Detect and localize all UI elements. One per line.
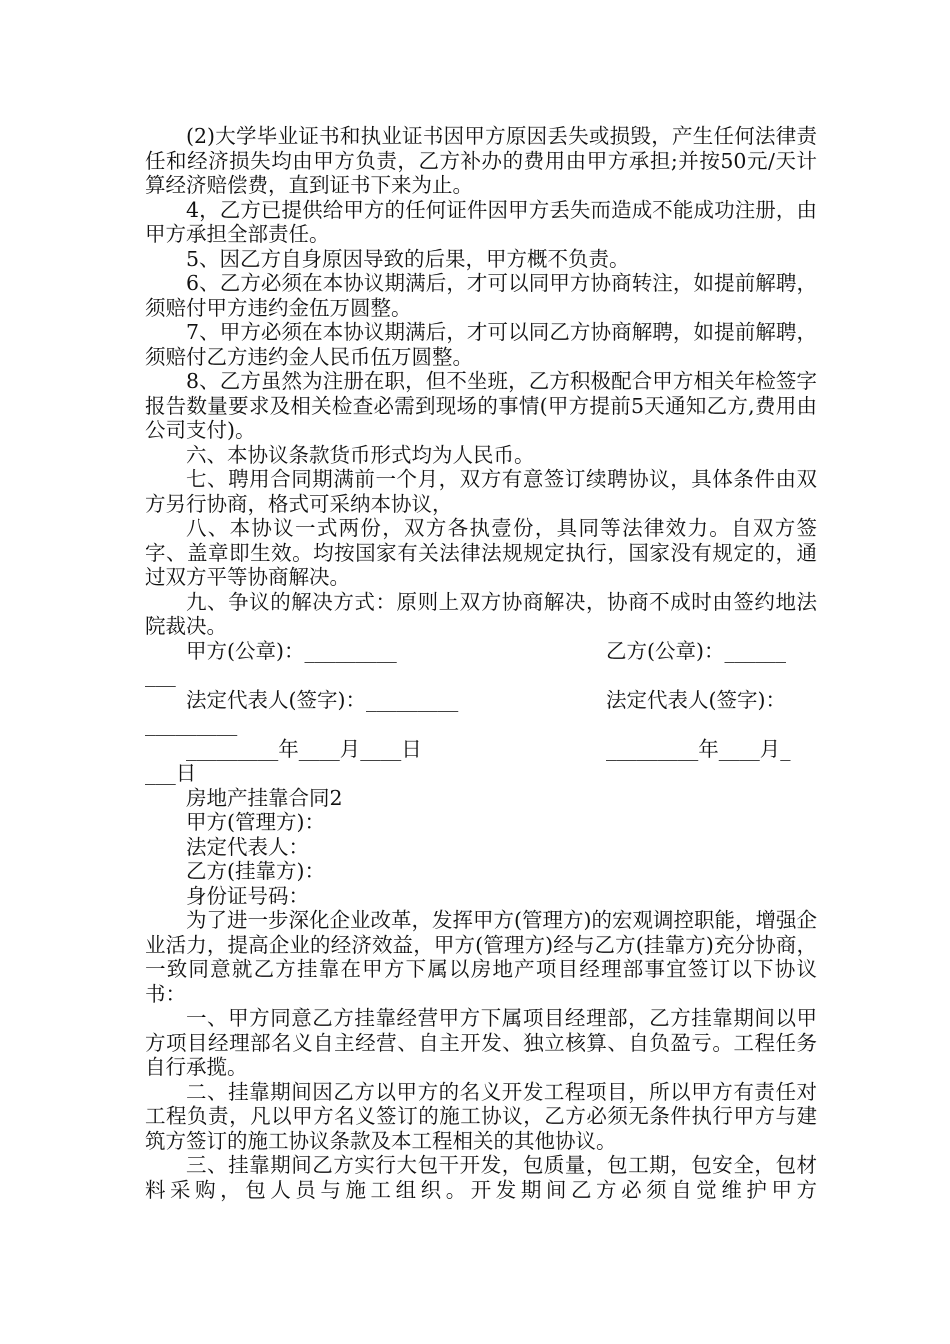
date-row xyxy=(145,737,817,762)
party-b-date-field: _________年____月_ xyxy=(606,736,791,761)
party-b-date-continuation: ___日 xyxy=(145,761,197,785)
party-b-seal-continuation: ___ xyxy=(145,663,176,687)
contract-2-article-1: 一、甲方同意乙方挂靠经营甲方下属项目经理部，乙方挂靠期间以甲方项目经理部名义自主经营、自主开发、独立核算、自负盈亏。工程任务自行承揽。 xyxy=(145,1006,817,1079)
party-b-seal-field: 乙方(公章)：______ xyxy=(606,638,786,663)
paragraph-clause-2-2: (2)大学毕业证书和执业证书因甲方原因丢失或损毁，产生任何法律责任和经济损失均由甲方负责，乙方补办的费用由甲方承担;并按50元/天计算经济赔偿费，直到证书下来为止。 xyxy=(145,124,817,197)
paragraph-clause-6: 6、乙方必须在本协议期满后，才可以同甲方协商转注，如提前解聘，须赔付甲方违约金伍万圆整。 xyxy=(145,271,817,320)
contract-2-article-3: 三、挂靠期间乙方实行大包干开发，包质量，包工期，包安全，包材料采购，包人员与施工组织。开发期间乙方必须自觉维护甲方 xyxy=(145,1153,817,1202)
paragraph-clause-5: 5、因乙方自身原因导致的后果，甲方概不负责。 xyxy=(186,246,630,271)
paragraph-clause-4: 4，乙方已提供给甲方的任何证件因甲方丢失而造成不能成功注册，由甲方承担全部责任。 xyxy=(145,197,817,246)
party-b-representative-continuation: _________ xyxy=(145,712,238,736)
id-number-label: 身份证号码： xyxy=(186,883,309,908)
party-a-date-field: _________年____月____日 xyxy=(186,736,422,761)
representative-row xyxy=(145,688,817,713)
paragraph-article-9: 九、争议的解决方式：原则上双方协商解决，协商不成时由签约地法院裁决。 xyxy=(145,589,817,638)
document-body xyxy=(145,124,817,1202)
party-a-seal-field: 甲方(公章)：_________ xyxy=(186,638,397,663)
paragraph-article-8: 八、本协议一式两份，双方各执壹份，具同等法律效力。自双方签字、盖章即生效。均按国家有关法律法规规定执行，国家没有规定的，通过双方平等协商解决。 xyxy=(145,516,817,589)
party-a-label: 甲方(管理方)： xyxy=(186,810,325,834)
paragraph-clause-8: 8、乙方虽然为注册在职，但不坐班，乙方积极配合甲方相关年检签字报告数量要求及相关检查必需到现场的事情(甲方提前5天通知乙方,费用由公司支付)。 xyxy=(145,369,817,442)
legal-representative-label: 法定代表人： xyxy=(186,834,309,859)
paragraph-clause-7: 7、甲方必须在本协议期满后，才可以同乙方协商解聘，如提前解聘，须赔付乙方违约金人民币伍万圆整。 xyxy=(145,320,817,369)
contract-2-preamble: 为了进一步深化企业改革，发挥甲方(管理方)的宏观调控职能，增强企业活力，提高企业的经济效益，甲方(管理方)经与乙方(挂靠方)充分协商，一致同意就乙方挂靠在甲方下属以房地产项目经理部事宜签订以下协议书： xyxy=(145,908,817,1006)
paragraph-article-6: 六、本协议条款货币形式均为人民币。 xyxy=(186,442,535,467)
party-a-representative-field: 法定代表人(签字)：_________ xyxy=(186,687,459,712)
party-b-label: 乙方(挂靠方)： xyxy=(186,859,325,883)
party-b-representative-field: 法定代表人(签字)： xyxy=(606,687,786,712)
seal-row xyxy=(145,639,817,664)
contract-2-title: 房地产挂靠合同2 xyxy=(186,785,343,810)
paragraph-article-7: 七、聘用合同期满前一个月，双方有意签订续聘协议，具体条件由双方另行协商，格式可采纳本协议， xyxy=(145,467,817,516)
contract-2-article-2: 二、挂靠期间因乙方以甲方的名义开发工程项目，所以甲方有责任对工程负责，凡以甲方名义签订的施工协议，乙方必须无条件执行甲方与建筑方签订的施工协议条款及本工程相关的其他协议。 xyxy=(145,1079,817,1153)
